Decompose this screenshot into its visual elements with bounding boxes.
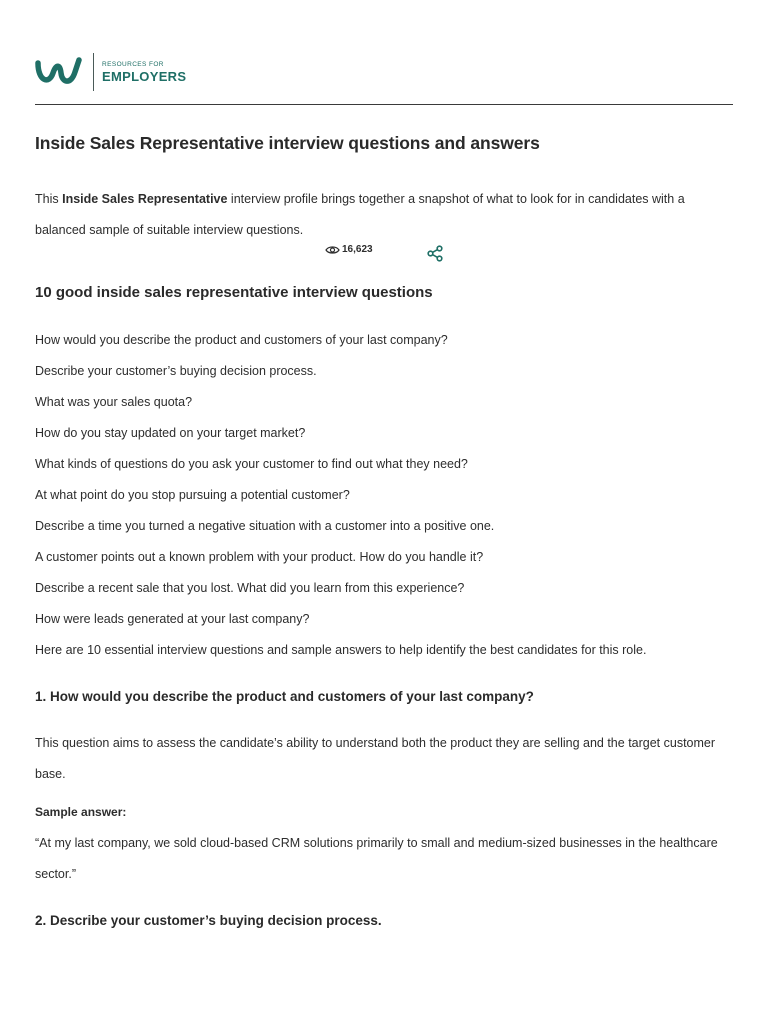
questions-heading: 10 good inside sales representative interview questions xyxy=(35,284,433,301)
eye-icon xyxy=(325,245,340,255)
intro-paragraph xyxy=(35,184,733,246)
view-count xyxy=(325,244,373,255)
answer-1-sample: “At my last company, we sold cloud-based CRM solutions primarily to small and medium-sized businesses in the healthcare sector.” xyxy=(35,836,718,881)
answer-1-heading: 1. How would you describe the product and customers of your last company? xyxy=(35,689,534,704)
view-count-value: 16,623 xyxy=(342,244,373,255)
brand-big-text: EMPLOYERS xyxy=(102,68,187,84)
list-item: Describe a time you turned a negative situation with a customer into a positive one. xyxy=(35,519,495,533)
header-divider xyxy=(35,104,733,105)
list-item: How do you stay updated on your target market? xyxy=(35,426,306,440)
share-icon[interactable] xyxy=(427,245,443,262)
list-item: What was your sales quota? xyxy=(35,395,193,409)
answer-1-sample-label: Sample answer: xyxy=(35,805,127,819)
brand-logo-icon[interactable] xyxy=(35,54,83,90)
list-item: A customer points out a known problem with your product. How do you handle it? xyxy=(35,550,484,564)
intro-bold-role: Inside Sales Representative xyxy=(62,192,228,206)
list-item: At what point do you stop pursuing a potential customer? xyxy=(35,488,350,502)
list-item: What kinds of questions do you ask your customer to find out what they need? xyxy=(35,457,468,471)
list-item: Here are 10 essential interview questions and sample answers to help identify the best candidates for this role. xyxy=(35,643,647,657)
list-item: How were leads generated at your last company? xyxy=(35,612,310,626)
answer-1-description: This question aims to assess the candidate’s ability to understand both the product they are selling and the target customer base. xyxy=(35,736,716,781)
answer-2-heading: 2. Describe your customer’s buying decision process. xyxy=(35,913,382,928)
site-header xyxy=(35,52,186,92)
brand-small-text: RESOURCES FOR xyxy=(102,60,164,68)
questions-list xyxy=(35,326,646,667)
intro-suffix: interview profile brings together a snapshot of what to look for in candidates with a balanced sample of suitable interview questions. xyxy=(35,192,685,237)
intro-prefix: This xyxy=(35,192,63,206)
list-item: Describe a recent sale that you lost. What did you learn from this experience? xyxy=(35,581,465,595)
list-item: Describe your customer’s buying decision process. xyxy=(35,364,317,378)
brand-wordmark[interactable] xyxy=(102,61,186,84)
list-item: How would you describe the product and customers of your last company? xyxy=(35,333,448,347)
page-title: Inside Sales Representative interview questions and answers xyxy=(35,133,540,153)
logo-divider xyxy=(93,53,94,91)
